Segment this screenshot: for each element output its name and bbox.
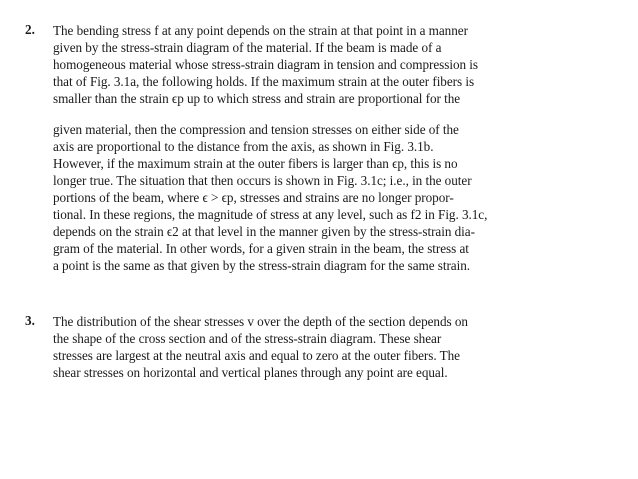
item-number: 2. [25,22,35,37]
text-line: portions of the beam, where ϵ > ϵp, stresses and strains are no longer propor- [53,190,454,205]
text-line: shear stresses on horizontal and vertical planes through any point are equal. [53,365,448,380]
item-number: 3. [25,313,35,328]
text-line: axis are proportional to the distance from the axis, as shown in Fig. 3.1b. [53,139,434,154]
text-line: gram of the material. In other words, for a given strain in the beam, the stress at [53,241,469,256]
text-line: homogeneous material whose stress-strain diagram in tension and compression is [53,57,478,72]
text-line: stresses are largest at the neutral axis and equal to zero at the outer fibers. The [53,348,460,363]
text-line: that of Fig. 3.1a, the following holds. If the maximum strain at the outer fibers is [53,74,475,89]
text-line: However, if the maximum strain at the outer fibers is larger than ϵp, this is no [53,156,458,171]
text-line: a point is the same as that given by the stress-strain diagram for the same strain. [53,258,471,273]
text-line: The distribution of the shear stresses v over the depth of the section depends on [53,314,468,329]
text-line: longer true. The situation that then occurs is shown in Fig. 3.1c; i.e., in the outer [53,173,472,188]
text-line: The bending stress f at any point depends on the strain at that point in a manner [53,23,468,38]
text-line: given material, then the compression and tension stresses on either side of the [53,122,459,137]
text-line: smaller than the strain ϵp up to which stress and strain are proportional for the [53,91,461,106]
text-line: the shape of the cross section and of the stress-strain diagram. These shear [53,331,442,346]
text-line: given by the stress-strain diagram of the material. If the beam is made of a [53,40,442,55]
text-line: tional. In these regions, the magnitude of stress at any level, such as f2 in Fig. 3.1c, [53,207,488,222]
text-line: depends on the strain ϵ2 at that level in the manner given by the stress-strain dia- [53,224,475,239]
